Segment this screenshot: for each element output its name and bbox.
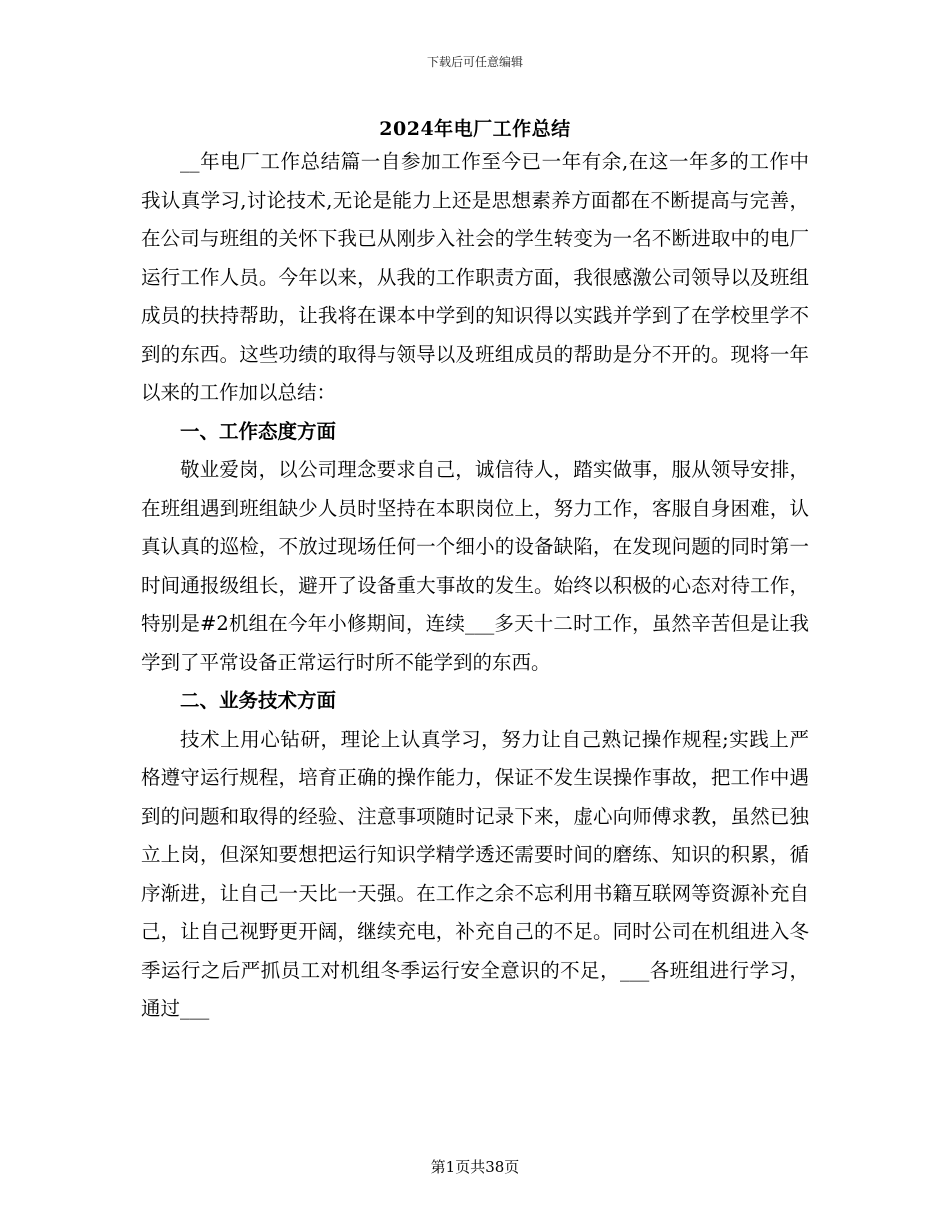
- section-body-work-attitude: 敬业爱岗，以公司理念要求自己，诚信待人，踏实做事，服从领导安排，在班组遇到班组缺少人员时坚持在本职岗位上，努力工作，客服自身困难，认真认真的巡检，不放过现场任何一个细小的设备缺陷，在发现问题的同时第一时间通报级组长，避开了设备重大事故的发生。始终以积极的心态对待工作，特别是#2机组在今年小修期间，连续___多天十二时工作，虽然辛苦但是让我学到了平常设备正常运行时所不能学到的东西。: [141, 458, 809, 674]
- section-heading-technical-skills: 二、业务技术方面: [180, 689, 337, 712]
- page-footer: 第1页共38页: [430, 1158, 520, 1176]
- intro-paragraph: __年电厂工作总结篇一自参加工作至今已一年有余,在这一年多的工作中我认真学习,讨论技术,无论是能力上还是思想素养方面都在不断提高与完善，在公司与班组的关怀下我已从刚步入社会的学生转变为一名不断进取中的电厂运行工作人员。今年以来，从我的工作职责方面，我很感激公司领导以及班组成员的扶持帮助，让我将在课本中学到的知识得以实践并学到了在学校里学不到的东西。这些功绩的取得与领导以及班组成员的帮助是分不开的。现将一年以来的工作加以总结：: [141, 150, 809, 404]
- document-body: [141, 143, 809, 1029]
- section-body-technical-skills: 技术上用心钻研，理论上认真学习，努力让自己熟记操作规程;实践上严格遵守运行规程，培育正确的操作能力，保证不发生误操作事故，把工作中遇到的问题和取得的经验、注意事项随时记录下来，虚心向师傅求教，虽然已独立上岗，但深知要想把运行知识学精学透还需要时间的磨练、知识的积累，循序渐进，让自己一天比一天强。在工作之余不忘利用书籍互联网等资源补充自己，让自己视野更开阔，继续充电，补充自己的不足。同时公司在机组进入冬季运行之后严抓员工对机组冬季运行安全意识的不足，___各班组进行学习，通过___: [141, 727, 809, 1020]
- document-title: 2024年电厂工作总结: [379, 118, 571, 140]
- section-heading-work-attitude: 一、工作态度方面: [180, 419, 337, 443]
- header-note: 下载后可任意编辑: [426, 55, 523, 69]
